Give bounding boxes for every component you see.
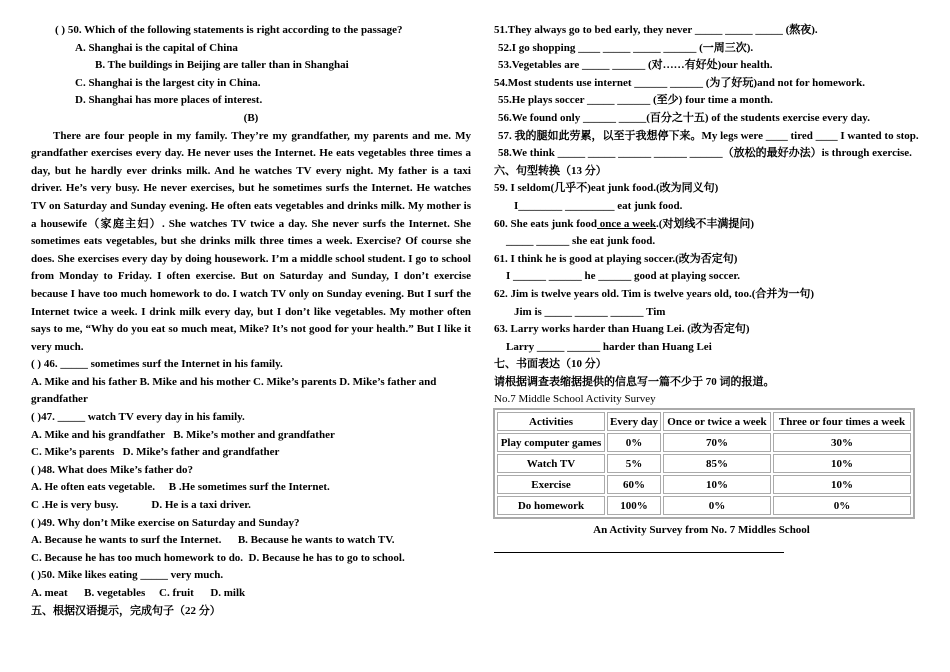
table-cell: Play computer games	[497, 433, 605, 452]
q48-options-1: A. He often eats vegetable. B .He sometimes surf the Internet.	[31, 481, 330, 494]
q60-pre: 60. She eats junk food	[494, 217, 597, 230]
table-cell: Exercise	[497, 475, 605, 494]
q62-answer: Jim is _____ ______ ______ Tim	[514, 305, 666, 318]
table-cell: 30%	[773, 433, 911, 452]
table-row	[497, 433, 911, 452]
answer-writing-line[interactable]	[494, 552, 784, 553]
table-cell: 60%	[607, 475, 661, 494]
section-6-heading: 六、句型转换（13 分）	[494, 164, 607, 177]
sentence-52: 52.I go shopping ____ _____ _____ ______ (一周三次).	[498, 41, 754, 54]
sentence-54: 54.Most students use internet ______ ______ (为了好玩)and not for homework.	[494, 76, 866, 89]
table-cell: 0%	[607, 433, 661, 452]
sentence-51: 51.They always go to bed early, they never _____ _____ _____ (熬夜).	[494, 24, 818, 36]
q48-options-2: C .He is very busy. D. He is a taxi driver.	[31, 499, 251, 512]
survey-title: No.7 Middle School Activity Survey	[494, 393, 656, 406]
right-column	[494, 22, 919, 553]
q60-answer: _____ ______ she eat junk food.	[506, 235, 656, 248]
q47-options-2: C. Mike’s parents D. Mike’s father and grandfather	[31, 446, 280, 459]
table-row	[497, 475, 911, 494]
table-cell: 10%	[773, 454, 911, 473]
survey-caption: An Activity Survey from No. 7 Middles School	[593, 524, 810, 537]
q50-option-c: C. Shanghai is the largest city in China.	[75, 76, 261, 89]
q62-stem: 62. Jim is twelve years old. Tim is twelve years old, too.(合并为一句)	[494, 287, 815, 300]
sentence-57: 57. 我的腿如此劳累，以至于我想停下来。My legs were ____ tired ____ I wanted to stop.	[498, 129, 919, 142]
q49-options-1: A. Because he wants to surf the Internet. B. Because he wants to watch TV.	[31, 534, 395, 547]
sentence-53: 53.Vegetables are _____ ______ (对……有好处)our health.	[498, 59, 773, 72]
q50b-stem: ( )50. Mike likes eating _____ very much.	[31, 569, 224, 582]
q48-stem: ( )48. What does Mike’s father do?	[31, 463, 194, 476]
table-header-row	[497, 412, 911, 431]
header-every-day: Every day	[607, 412, 661, 431]
q59-answer: I________ _________ eat junk food.	[514, 199, 683, 212]
q50-stem: ( ) 50. Which of the following statements is right according to the passage?	[55, 24, 403, 36]
sentence-55: 55.He plays soccer _____ ______ (至少) four time a month.	[498, 94, 773, 107]
sentence-58: 58.We think _____ _____ ______ ______ ______（放松的最好办法）is through exercise.	[498, 147, 912, 160]
header-once-twice: Once or twice a week	[663, 412, 771, 431]
q47-options-1: A. Mike and his grandfather B. Mike’s mother and grandfather	[31, 428, 335, 441]
sentence-56: 56.We found only ______ _____(百分之十五) of the students exercise every day.	[498, 111, 870, 124]
section-b-heading: (B)	[243, 111, 259, 124]
q49-stem: ( )49. Why don’t Mike exercise on Saturday and Sunday?	[31, 516, 300, 529]
survey-table	[493, 408, 915, 519]
q63-stem: 63. Larry works harder than Huang Lei. (改为否定句)	[494, 323, 750, 336]
q60-post: .(对划线不丰满提问)	[655, 217, 755, 230]
q50-option-d: D. Shanghai has more places of interest.	[75, 94, 263, 107]
section-7-heading: 七、书面表达（10 分）	[494, 358, 607, 371]
q47-stem: ( )47. _____ watch TV every day in his family.	[31, 411, 245, 424]
q49-options-2: C. Because he has too much homework to do. D. Because he has to go to school.	[31, 551, 405, 564]
table-cell: 100%	[607, 496, 661, 515]
table-cell: Do homework	[497, 496, 605, 515]
table-cell: 0%	[663, 496, 771, 515]
q61-answer: I ______ ______ he ______ good at playing soccer.	[506, 270, 740, 283]
section-5-heading: 五、根据汉语提示，完成句子（22 分）	[31, 604, 221, 617]
reading-passage: There are four people in my family. They’re my grandfather, my parents and me. My grandfather exercises every day. He never uses the Internet. He eats vegetables three times a day, but he hardly ever drinks milk. And he watches TV every night. My father is a taxi driver. He’s very busy. He never exercises, but he sometimes surfs the Internet. He watches TV on Saturday and Sunday evening. He often eats vegetables and drinks milk. My mother is a housewife（家庭主妇）. She watches TV twice a day. She never surfs the Internet. She sometimes eats vegetables, but she drinks milk three times a week. Exercise? Of course she does. She exercises every day by doing housework. I’m a middle school student. I go to school from Monday to Friday. I often exercise. But on Saturday and Sunday, I don’t exercise because I have too much homework to do. I watch TV only on Sunday evening. But I surf the Internet twice a week. I drink milk every day, but I don’t like vegetables. My mother often says to me, “Why do you eat so much meat, Mike? It’s not good for your health.” But I like it very much.	[31, 129, 471, 353]
q63-answer: Larry _____ ______ harder than Huang Lei	[506, 340, 712, 353]
table-row	[497, 496, 911, 515]
table-cell: Watch TV	[497, 454, 605, 473]
q60-underlined: once a week	[597, 217, 656, 230]
q59-stem: 59. I seldom(几乎不)eat junk food.(改为同义句)	[494, 182, 719, 195]
q46-options: A. Mike and his father B. Mike and his mother C. Mike’s parents D. Mike’s father and grandfather	[31, 375, 437, 406]
table-row	[497, 454, 911, 473]
left-column	[31, 22, 471, 620]
q50-option-b: B. The buildings in Beijing are taller than in Shanghai	[95, 59, 349, 72]
q61-stem: 61. I think he is good at playing soccer.(改为否定句)	[494, 252, 738, 265]
header-three-four: Three or four times a week	[773, 412, 911, 431]
q60-stem	[494, 216, 919, 234]
table-cell: 70%	[663, 433, 771, 452]
writing-instruction: 请根据调查表缩据提供的信息写一篇不少于 70 词的报道。	[494, 375, 775, 388]
table-cell: 5%	[607, 454, 661, 473]
header-activities: Activities	[497, 412, 605, 431]
q50b-options: A. meat B. vegetables C. fruit D. milk	[31, 587, 246, 599]
table-cell: 10%	[663, 475, 771, 494]
q46-stem: ( ) 46. _____ sometimes surf the Internet in his family.	[31, 358, 283, 371]
table-cell: 85%	[663, 454, 771, 473]
q50-option-a: A. Shanghai is the capital of China	[75, 41, 238, 54]
table-cell: 0%	[773, 496, 911, 515]
table-cell: 10%	[773, 475, 911, 494]
